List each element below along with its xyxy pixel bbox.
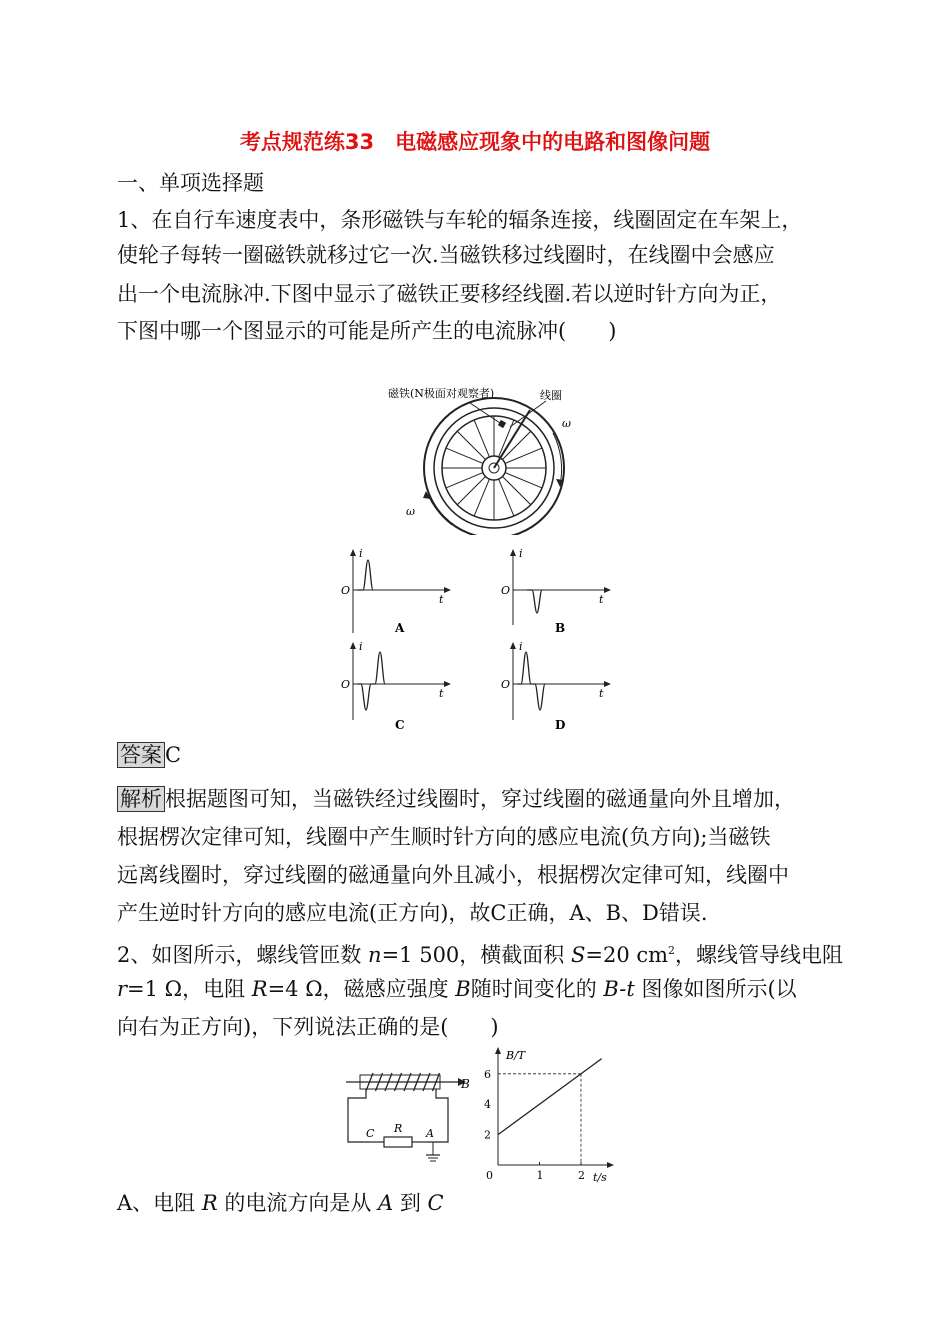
bt-chart — [480, 1045, 620, 1185]
series-line — [498, 1059, 602, 1135]
q2-line-2: r=1 Ω，电阻 R=4 Ω，磁感应强度 B随时间变化的 B-t 图像如图所示(以 — [117, 977, 797, 1001]
spoke — [499, 479, 514, 516]
spoke — [446, 448, 483, 463]
pulse-graph-d — [495, 640, 615, 735]
y-tick-label: 4 — [484, 1098, 491, 1112]
q1-analysis-line-2: 根据楞次定律可知，线圈中产生顺时针方向的感应电流(负方向);当磁铁 — [117, 825, 771, 849]
svg-text:O: O — [501, 584, 511, 597]
q1-analysis-line-4: 产生逆时针方向的感应电流(正方向)，故C正确，A、B、D错误. — [117, 901, 708, 925]
spoke — [457, 431, 485, 459]
y-tick-label: 2 — [484, 1128, 491, 1142]
omega-label-2: ω — [406, 505, 415, 518]
svg-text:t: t — [599, 593, 604, 606]
y-tick-label: 6 — [484, 1067, 491, 1081]
svg-text:i: i — [359, 547, 363, 560]
coil-label: 线圈 — [540, 389, 562, 402]
circuit-label-r: R — [394, 1122, 403, 1135]
circuit-figure — [340, 1060, 480, 1170]
svg-text:i: i — [519, 640, 523, 653]
spoke — [457, 476, 485, 504]
omega-label-1: ω — [562, 417, 571, 430]
q1-answer — [117, 740, 181, 770]
circuit-label-c: C — [366, 1127, 375, 1140]
q1-analysis-line-3: 远离线圈时，穿过线圈的磁通量向外且减小，根据楞次定律可知，线圈中 — [117, 863, 789, 887]
svg-text:O: O — [341, 584, 351, 597]
spoke — [505, 473, 542, 488]
y-axis-label: B/T — [506, 1049, 526, 1062]
circuit-label-b: B — [461, 1077, 470, 1091]
svg-text:D: D — [555, 718, 566, 732]
svg-text:A: A — [395, 621, 405, 635]
x-tick-label: 0 — [486, 1169, 493, 1182]
x-tick-label: 2 — [577, 1169, 585, 1182]
page-title: 考点规范练33 电磁感应现象中的电路和图像问题 — [239, 130, 711, 154]
pulse-graph-a — [335, 545, 455, 640]
spoke — [505, 448, 542, 463]
q1-line-3: 出一个电流脉冲.下图中显示了磁铁正要移经线圈.若以逆时针方向为正， — [117, 282, 782, 306]
spoke — [446, 473, 483, 488]
spoke — [474, 479, 489, 516]
answer-value: C — [165, 743, 182, 767]
q1-line-2: 使轮子每转一圈磁铁就移过它一次.当磁铁移过线圈时，在线圈中会感应 — [117, 243, 775, 267]
spoke — [502, 431, 530, 459]
q1-analysis-line-1: 解析 根据题图可知，当磁铁经过线圈时，穿过线圈的磁通量向外且增加， — [117, 784, 795, 814]
pulse-graph-c — [335, 640, 455, 735]
svg-text:t: t — [599, 687, 604, 700]
answer-tag: 答案 — [117, 742, 165, 768]
q2-line-3: 向右为正方向)，下列说法正确的是( ) — [117, 1015, 499, 1039]
section-heading: 一、单项选择题 — [117, 171, 264, 195]
svg-text:i: i — [519, 547, 523, 560]
magnet-label: 磁铁(N极面对观察者) — [388, 387, 495, 400]
q2-line-1: 2、如图所示，螺线管匝数 n=1 500，横截面积 S=20 $cm^2$，螺线管导线电阻 — [117, 943, 844, 967]
x-axis-label: t/s — [593, 1171, 607, 1184]
pulse-graph-b — [495, 545, 615, 640]
q1-line-4: 下图中哪一个图显示的可能是所产生的电流脉冲( ) — [117, 319, 617, 343]
q1-line-1: 1、在自行车速度表中，条形磁铁与车轮的辐条连接，线圈固定在车架上， — [117, 208, 803, 232]
analysis-tag: 解析 — [117, 786, 165, 812]
spoke — [502, 476, 530, 504]
wheel-figure — [370, 375, 590, 535]
svg-text:t: t — [439, 593, 444, 606]
svg-text:B: B — [555, 621, 566, 635]
svg-text:C: C — [395, 718, 405, 732]
q2-option-a: A、电阻 R 的电流方向是从 A 到 C — [117, 1191, 444, 1215]
x-tick-label: 1 — [536, 1169, 544, 1182]
svg-text:i: i — [359, 640, 363, 653]
svg-text:O: O — [501, 678, 511, 691]
circuit-label-a: A — [426, 1127, 434, 1140]
svg-text:t: t — [439, 687, 444, 700]
svg-text:O: O — [341, 678, 351, 691]
spoke — [474, 420, 489, 457]
